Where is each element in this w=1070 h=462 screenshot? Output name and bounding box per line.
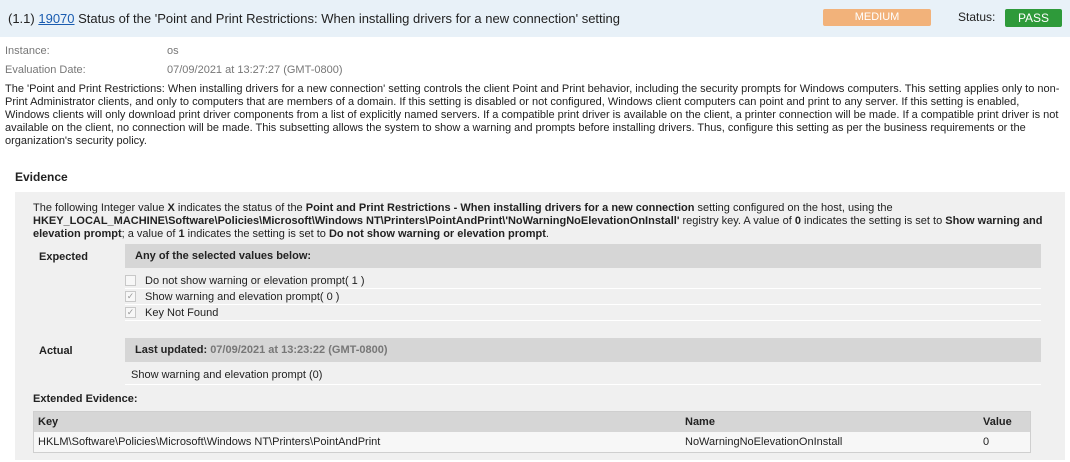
intro-text: setting configured on the host, using the	[694, 202, 893, 214]
intro-bold: 1	[178, 228, 185, 240]
intro-text: indicates the setting is set to	[800, 215, 946, 227]
control-title	[8, 11, 620, 26]
expected-label: Expected	[39, 251, 88, 263]
intro-bold: Do not show warning or elevation prompt	[328, 228, 546, 240]
cell-value: 0	[983, 436, 990, 448]
actual-value: Show warning and elevation prompt (0)	[125, 367, 1041, 385]
column-key: Key	[38, 416, 59, 428]
control-header	[0, 0, 1070, 37]
intro-bold: 0	[794, 215, 801, 227]
evaluation-date-label: Evaluation Date:	[5, 64, 86, 76]
checkbox-checked: ✓	[126, 307, 135, 317]
last-updated-value: 07/09/2021 at 13:23:22 (GMT-0800)	[210, 344, 388, 356]
severity-badge: MEDIUM	[823, 9, 931, 26]
evaluation-date-value: 07/09/2021 at 13:27:27 (GMT-0800)	[167, 64, 343, 76]
cell-name: NoWarningNoElevationOnInstall	[685, 436, 843, 448]
intro-text: The following Integer value	[33, 202, 168, 214]
evidence-intro	[33, 202, 1058, 241]
control-id-link[interactable]: 19070	[38, 11, 75, 26]
extended-evidence-table	[33, 411, 1031, 453]
intro-text: ; a value of	[121, 228, 179, 240]
control-prefix: (1.1)	[8, 11, 35, 26]
status-label: Status:	[958, 10, 996, 24]
intro-text: registry key. A value of	[679, 215, 795, 227]
column-name: Name	[685, 416, 715, 428]
checkbox	[125, 275, 136, 286]
table-row	[34, 432, 1030, 452]
expected-option	[125, 289, 1041, 305]
expected-option	[125, 273, 1041, 289]
intro-text: indicates the setting is set to	[184, 228, 329, 240]
instance-value: os	[167, 45, 179, 57]
actual-label: Actual	[39, 345, 73, 357]
option-label: Do not show warning or elevation prompt( 1 )	[145, 275, 365, 287]
column-value: Value	[983, 416, 1012, 428]
expected-option	[125, 305, 1041, 321]
intro-text: indicates the status of the	[174, 202, 306, 214]
last-updated-label: Last updated:	[135, 344, 208, 356]
intro-bold: Show warning and elevation prompt	[33, 215, 1043, 240]
option-label: Key Not Found	[145, 307, 219, 319]
actual-header	[125, 338, 1041, 362]
control-title-text: Status of the 'Point and Print Restrictions: When installing drivers for a new connection' setting	[78, 11, 620, 26]
control-description: The 'Point and Print Restrictions: When installing drivers for a new connection' setting controls the client Point and Print behavior, including the security prompts for Windows computers. This setting applies only to non-Print Administrator clients, and only to computers that are members of a domain. If this setting is disabled or not configured, Windows client computers can point and print to any server. If this setting is enabled, Windows clients will only download print driver components from a list of explicitly named servers. If a compatible print driver is available on the client, a printer connection will be made. If a compatible print driver is not available on the client, no connection will be made. This subsetting allows the system to show a warning and prompts before installing drivers. Thus, configure this setting as per the business requirements or the organization's security policy.	[5, 83, 1060, 147]
option-label: Show warning and elevation prompt( 0 )	[145, 291, 340, 303]
checkbox-checked: ✓	[126, 291, 135, 301]
intro-text: .	[545, 228, 549, 240]
table-header-row	[34, 412, 1030, 432]
evidence-title: Evidence	[15, 170, 68, 184]
intro-bold: Point and Print Restrictions - When installing drivers for a new connection	[305, 202, 695, 214]
instance-label: Instance:	[5, 45, 50, 57]
expected-header: Any of the selected values below:	[125, 244, 1041, 268]
status-badge: PASS	[1005, 9, 1062, 27]
evidence-panel	[15, 192, 1065, 460]
registry-path: HKEY_LOCAL_MACHINE\Software\Policies\Microsoft\Windows NT\Printers\PointAndPrint\'NoWarningNoElevationOnInstall'	[33, 215, 680, 227]
intro-bold: X	[167, 202, 175, 214]
cell-key: HKLM\Software\Policies\Microsoft\Windows NT\Printers\PointAndPrint	[38, 436, 381, 448]
extended-evidence-title: Extended Evidence:	[33, 393, 138, 405]
